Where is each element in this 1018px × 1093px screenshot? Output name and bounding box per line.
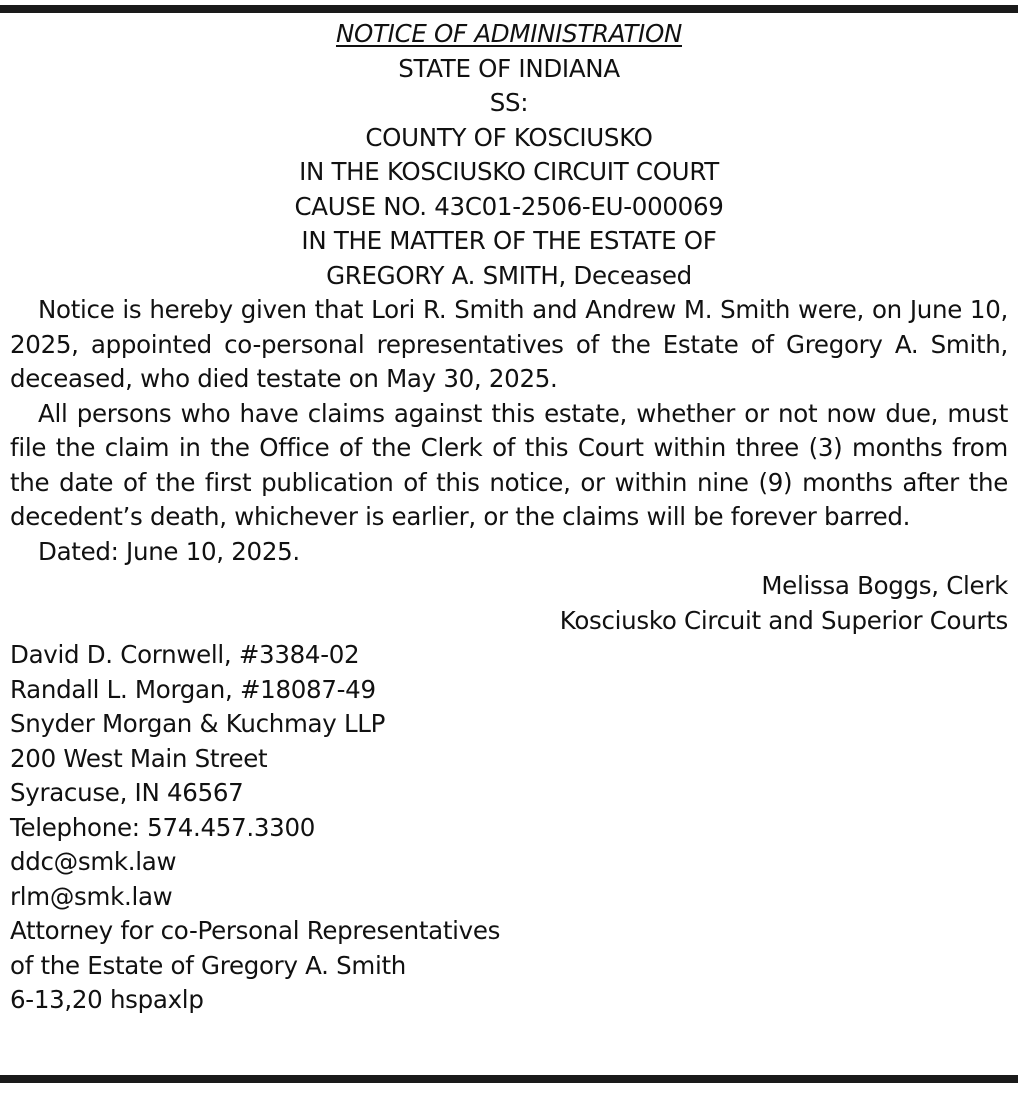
attorney-role-continued: of the Estate of Gregory A. Smith	[10, 950, 406, 980]
legal-notice	[10, 17, 1008, 1018]
clerk-name: Melissa Boggs, Clerk	[761, 571, 1008, 600]
dated-line: Dated: June 10, 2025.	[38, 536, 300, 566]
email-address: rlm@smk.law	[10, 881, 173, 911]
attorney-line: Randall L. Morgan, #18087-49	[10, 674, 376, 704]
matter-line: IN THE MATTER OF THE ESTATE OF	[301, 226, 717, 255]
firm-name: Snyder Morgan & Kuchmay LLP	[10, 709, 386, 738]
county-line: COUNTY OF KOSCIUSKO	[365, 122, 653, 152]
decedent-line: GREGORY A. SMITH, Deceased	[326, 260, 692, 290]
attorney-role: Attorney for co-Personal Representatives	[10, 916, 501, 945]
city-state-zip: Syracuse, IN 46567	[10, 778, 244, 807]
appointment-paragraph: Notice is hereby given that Lori R. Smith and Andrew M. Smith were, on June 10, 2025, appointed co-personal representatives of the Estate of Gregory A. Smith, deceased, who died testate on May 30, 2025.	[10, 295, 1008, 393]
cause-number: CAUSE NO. 43C01-2506-EU-000069	[294, 191, 724, 221]
notice-title: NOTICE OF ADMINISTRATION	[335, 19, 682, 48]
claims-paragraph: All persons who have claims against this estate, whether or not now due, must file the claim in the Office of the Clerk of this Court within three (3) months from the date of the first publication of this notice, or within nine (9) months after the decedent’s death, whichever is earlier, or the claims will be forever barred.	[10, 398, 1008, 531]
publication-code: 6-13,20 hspaxlp	[10, 985, 204, 1014]
bottom-border-rule	[0, 1075, 1018, 1083]
top-border-rule	[0, 5, 1018, 13]
street-address: 200 West Main Street	[10, 743, 268, 773]
court-line: IN THE KOSCIUSKO CIRCUIT COURT	[299, 157, 719, 186]
email-address: ddc@smk.law	[10, 847, 177, 876]
ss-line: SS:	[489, 88, 529, 117]
telephone: Telephone: 574.457.3300	[10, 812, 316, 842]
state-line: STATE OF INDIANA	[398, 53, 620, 83]
attorney-line: David D. Cornwell, #3384-02	[10, 640, 360, 669]
clerk-office: Kosciusko Circuit and Superior Courts	[559, 605, 1008, 635]
